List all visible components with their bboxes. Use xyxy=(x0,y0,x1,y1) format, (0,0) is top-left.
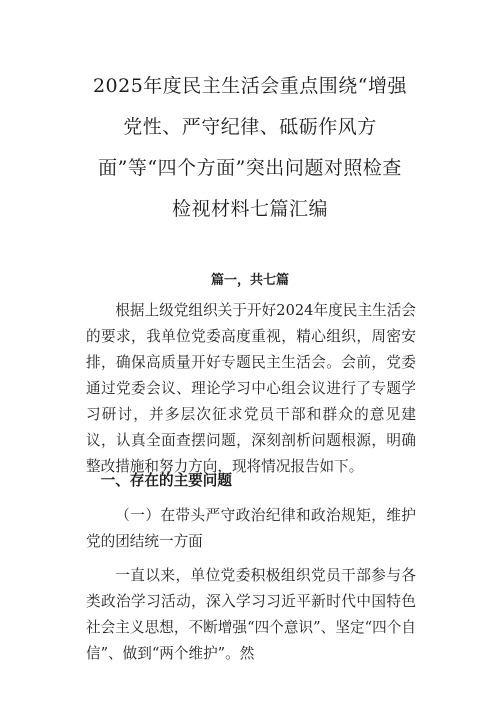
intro-paragraph: 根据上级党组织关于开好2024年度民主生活会的要求，我单位党委高度重视，精心组织，周密安排，确保高质量开好专题民主生活会。会前，党委通过党委会议、理论学习中心组会议进行了专题学习研讨，并多层次征求党员干部和群众的意见建议，认真全面查摆问题，深刻剖析问题根源，明确整改措施和努力方向，现将情况报告如下。 xyxy=(86,302,416,475)
subsection-heading: （一）在带头严守政治纪律和政治规矩，维护党的团结统一方面 xyxy=(86,507,416,550)
document-subtitle: 篇一，共七篇 xyxy=(210,273,289,288)
document-title: 2025年度民主生活会重点围绕“增强党性、严守纪律、砥砺作风方面”等“四个方面”突出问题对照检查检视材料七篇汇编 xyxy=(92,75,408,220)
section-heading: 一、存在的主要问题 xyxy=(100,472,232,489)
body-paragraph: 一直以来，单位党委积极组织党员干部参与各类政治学习活动，深入学习习近平新时代中国特色社会主义思想，不断增强“四个意识”、坚定“四个自信”、做到“两个维护”。然 xyxy=(86,567,416,662)
